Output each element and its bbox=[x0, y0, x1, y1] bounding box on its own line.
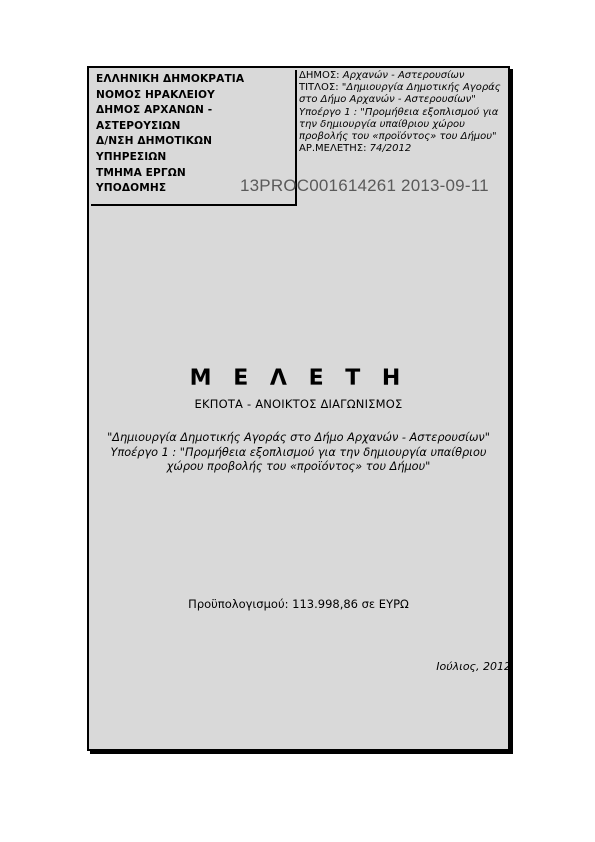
authority-line: ΥΠΟΔΟΜΗΣ bbox=[96, 182, 167, 195]
title-value: "Δημιουργία Δημοτικής Αγοράς στο Δήμο Αρχανών - Αστερουσίων" Υποέργο 1 : "Προμήθεια εξοπλισμού για την δημιουργία υπαίθριου χώρου προβολής του «προϊόντος» του Δήμου" bbox=[299, 82, 501, 143]
budget-label: Προϋπολογισμού: bbox=[188, 597, 289, 611]
project-info-block bbox=[299, 70, 511, 155]
project-description: "Δημιουργία Δημοτικής Αγοράς στο Δήμο Αρχανών - Αστερουσίων" Υποέργο 1 : "Προμήθεια εξοπλισμού για την δημιουργία υπαίθριου χώρου προβολής του «προϊόντος» του Δήμου" bbox=[107, 431, 490, 474]
title-label: ΤΙΤΛΟΣ: bbox=[299, 82, 339, 94]
budget-line bbox=[87, 597, 510, 611]
title-row bbox=[299, 82, 511, 143]
authority-line: ΔΗΜΟΣ ΑΡΧΑΝΩΝ - bbox=[96, 104, 213, 117]
authority-line: ΝΟΜΟΣ ΗΡΑΚΛΕΙΟΥ bbox=[96, 88, 215, 101]
document-title: Μ Ε Λ Ε Τ Η bbox=[189, 366, 408, 391]
municipality-label: ΔΗΜΟΣ: bbox=[299, 70, 340, 81]
study-number-row bbox=[299, 143, 511, 155]
authority-line: Δ/ΝΣΗ ΔΗΜΟΤΙΚΩΝ bbox=[96, 135, 213, 148]
authority-line: ΤΜΗΜΑ ΕΡΓΩΝ bbox=[96, 166, 186, 179]
document-date: Ιούλιος, 2012 bbox=[436, 660, 511, 673]
registry-stamp: 13PROC001614261 2013-09-11 bbox=[240, 176, 489, 195]
study-number-label: ΑΡ.ΜΕΛΕΤΗΣ: bbox=[299, 143, 367, 155]
document-subtitle: ΕΚΠΟΤΑ - ΑΝΟΙΚΤΟΣ ΔΙΑΓΩΝΙΣΜΟΣ bbox=[194, 397, 403, 411]
municipality-row bbox=[299, 70, 511, 82]
authority-line: ΑΣΤΕΡΟΥΣΙΩΝ bbox=[96, 119, 181, 132]
municipality-value: Αρχανών - Αστερουσίων bbox=[342, 70, 465, 81]
authority-line: ΥΠΗΡΕΣΙΩΝ bbox=[96, 150, 167, 163]
budget-value: 113.998,86 σε ΕΥΡΩ bbox=[292, 597, 409, 611]
authority-line: ΕΛΛΗΝΙΚΗ ΔΗΜΟΚΡΑΤΙΑ bbox=[96, 73, 245, 85]
study-number-value: 74/2012 bbox=[369, 143, 412, 155]
